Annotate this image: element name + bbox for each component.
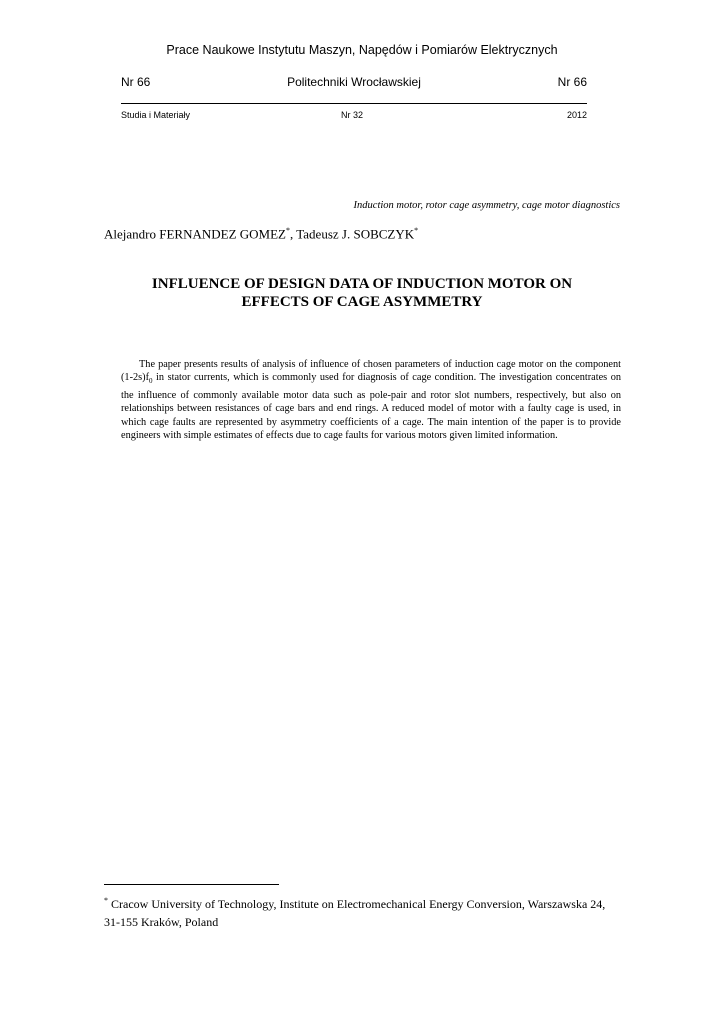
abstract-text-1: The paper presents results of analysis of influence of chosen parameters of induction cage motor on the component (1-2s)f: [121, 359, 621, 384]
publication-year: 2012: [566, 110, 587, 120]
footnote-divider: [104, 884, 279, 885]
journal-title: Prace Naukowe Instytutu Maszyn, Napędów i Pomiarów Elektrycznych: [166, 43, 558, 57]
footnote: [104, 892, 624, 931]
abstract-subscript: 0: [149, 377, 153, 386]
authors: [104, 226, 418, 242]
title-line-2: EFFECTS OF CAGE ASYMMETRY: [241, 294, 483, 310]
keywords: Induction motor, rotor cage asymmetry, cage motor diagnostics: [353, 200, 620, 211]
series-number: Nr 32: [341, 110, 364, 120]
abstract: [121, 358, 621, 442]
abstract-text-2: in stator currents, which is commonly used for diagnosis of cage condition. The investigation concentrates on the influence of commonly available motor data such as pole-pair and rotor slot numbers, respectively, but also on relationships between resistances of cage bars and end rings. A reduced model of motor with a faulty cage is used, in which cage faults are represented by asymmetry coefficients of a cage. The main intention of the paper is to provide engineers with simple estimates of effects due to cage faults for various motors given limited information.: [121, 372, 621, 442]
footnote-mark: *: [104, 896, 108, 905]
author-2: Tadeusz J. SOBCZYK: [296, 226, 415, 242]
footnote-text: Cracow University of Technology, Institute on Electromechanical Energy Conversion, Warszawska 24, 31-155 Kraków, Poland: [104, 897, 606, 929]
title-line-1: INFLUENCE OF DESIGN DATA OF INDUCTION MOTOR ON: [151, 276, 573, 292]
author-2-footnote-mark: *: [414, 226, 419, 235]
paper-title: [104, 275, 620, 311]
institution-name: Politechniki Wrocławskiej: [287, 75, 421, 89]
author-1: Alejandro FERNANDEZ GOMEZ: [104, 226, 286, 242]
header-divider: [121, 103, 587, 104]
series-name: Studia i Materiały: [121, 110, 191, 120]
issue-number-right: Nr 66: [557, 75, 587, 89]
author-separator: ,: [289, 226, 297, 242]
author-1-footnote-mark: *: [285, 226, 290, 235]
issue-number-left: Nr 66: [121, 75, 151, 89]
abstract-paragraph: [121, 358, 621, 442]
